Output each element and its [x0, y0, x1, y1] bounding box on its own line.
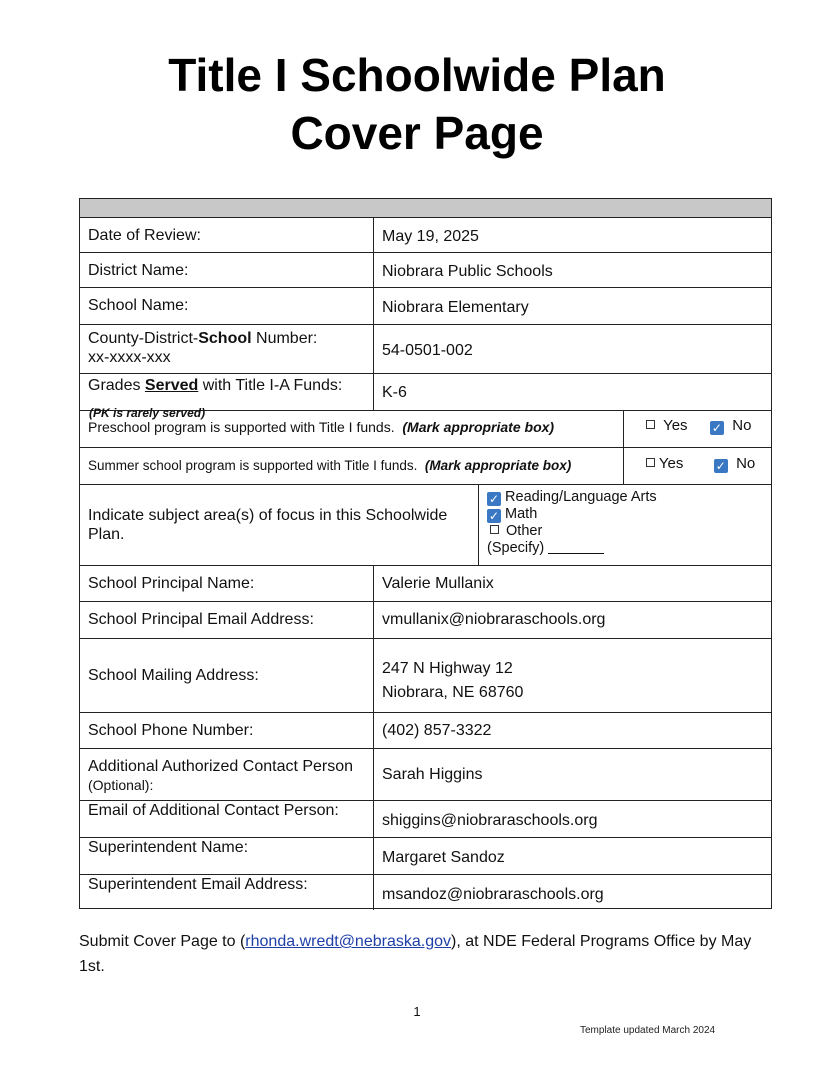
document-title: [0, 46, 834, 162]
phone-value: (402) 857-3322: [382, 722, 492, 739]
cover-page-table: [79, 198, 772, 909]
submission-instructions: Submit Cover Page to (rhonda.wredt@nebraska.gov), at NDE Federal Programs Office by May 1st.: [79, 933, 752, 975]
supt-email-value: msandoz@niobraraschools.org: [382, 886, 604, 903]
page-number: 1: [413, 1004, 421, 1019]
mailing-value: [374, 639, 771, 712]
row-district-name: [80, 253, 771, 288]
subject-options: [479, 485, 771, 565]
grades-value: K-6: [382, 384, 407, 401]
number-label: County-District-School Number: xx-xxxx-xxx: [80, 325, 374, 373]
other-checkbox[interactable]: [490, 525, 499, 534]
row-principal-email: [80, 602, 771, 639]
summer-question: Summer school program is supported with Title I funds. (Mark appropriate box): [80, 448, 624, 484]
other-label: Other: [506, 523, 543, 539]
principal-email-label: School Principal Email Address:: [80, 602, 374, 638]
row-subject-areas: [80, 485, 771, 566]
row-mailing-address: [80, 639, 771, 713]
preschool-no-checkbox[interactable]: ✓: [711, 421, 722, 435]
district-value: Niobrara Public Schools: [382, 263, 553, 280]
preschool-question: Preschool program is supported with Title I funds. (Mark appropriate box): [80, 411, 624, 447]
summer-yes-label: Yes: [658, 455, 684, 472]
row-principal-name: [80, 566, 771, 602]
number-value: 54-0501-002: [382, 342, 473, 359]
district-label: District Name:: [80, 253, 374, 287]
row-school-number: [80, 325, 771, 374]
grades-note: (PK is rarely served): [89, 406, 206, 420]
specify-label: (Specify): [487, 540, 545, 556]
row-additional-contact: [80, 749, 771, 801]
contact-label: Additional Authorized Contact Person (Optional):: [80, 749, 374, 800]
mailing-line-2: Niobrara, NE 68760: [382, 684, 524, 701]
math-label: Math: [505, 506, 538, 522]
row-phone: [80, 713, 771, 749]
row-date-of-review: [80, 218, 771, 253]
supt-value: Margaret Sandoz: [382, 849, 505, 866]
mailing-label: School Mailing Address:: [80, 639, 374, 712]
supt-label: Superintendent Name:: [80, 838, 374, 874]
school-label: School Name:: [80, 288, 374, 324]
summer-options: [624, 448, 771, 484]
summer-no-label: No: [736, 455, 756, 472]
row-contact-email: [80, 801, 771, 838]
math-checkbox[interactable]: ✓: [488, 509, 500, 523]
title-line-1: Title I Schoolwide Plan: [168, 49, 666, 101]
row-grades-served: [80, 374, 771, 420]
row-superintendent-email: [80, 875, 771, 910]
reading-label: Reading/Language Arts: [505, 489, 657, 505]
contact-email-label: Email of Additional Contact Person:: [80, 801, 374, 837]
number-format: xx-xxxx-xxx: [88, 349, 171, 366]
submission-email-link[interactable]: rhonda.wredt@nebraska.gov: [245, 933, 451, 950]
preschool-no-label: No: [732, 417, 752, 434]
specify-blank[interactable]: [548, 553, 604, 554]
date-label: Date of Review:: [80, 218, 374, 252]
row-school-name: [80, 288, 771, 325]
contact-value: Sarah Higgins: [382, 766, 483, 783]
contact-optional: (Optional):: [88, 777, 154, 793]
row-summer-school: [80, 448, 771, 485]
table-header-band: [80, 199, 771, 218]
principal-email-value: vmullanix@niobraraschools.org: [382, 611, 606, 628]
principal-value: Valerie Mullanix: [382, 575, 494, 592]
principal-label: School Principal Name:: [80, 566, 374, 601]
preschool-options: [624, 411, 771, 447]
mailing-line-1: 247 N Highway 12: [382, 660, 513, 677]
phone-label: School Phone Number:: [80, 713, 374, 748]
supt-email-label: Superintendent Email Address:: [80, 875, 374, 910]
summer-yes-checkbox[interactable]: [646, 458, 655, 467]
summer-no-checkbox[interactable]: ✓: [715, 459, 726, 473]
template-note: Template updated March 2024: [580, 1025, 716, 1036]
date-value: May 19, 2025: [382, 228, 479, 245]
reading-checkbox[interactable]: ✓: [488, 492, 500, 506]
title-line-2: Cover Page: [290, 107, 544, 159]
preschool-yes-label: Yes: [663, 417, 688, 434]
school-value: Niobrara Elementary: [382, 299, 529, 316]
preschool-yes-checkbox[interactable]: [646, 420, 655, 429]
contact-email-value: shiggins@niobraraschools.org: [382, 812, 598, 829]
row-superintendent-name: [80, 838, 771, 875]
subject-label: Indicate subject area(s) of focus in this Schoolwide Plan.: [80, 485, 479, 565]
grades-label: Grades Served with Title I-A Funds:: [80, 374, 374, 410]
